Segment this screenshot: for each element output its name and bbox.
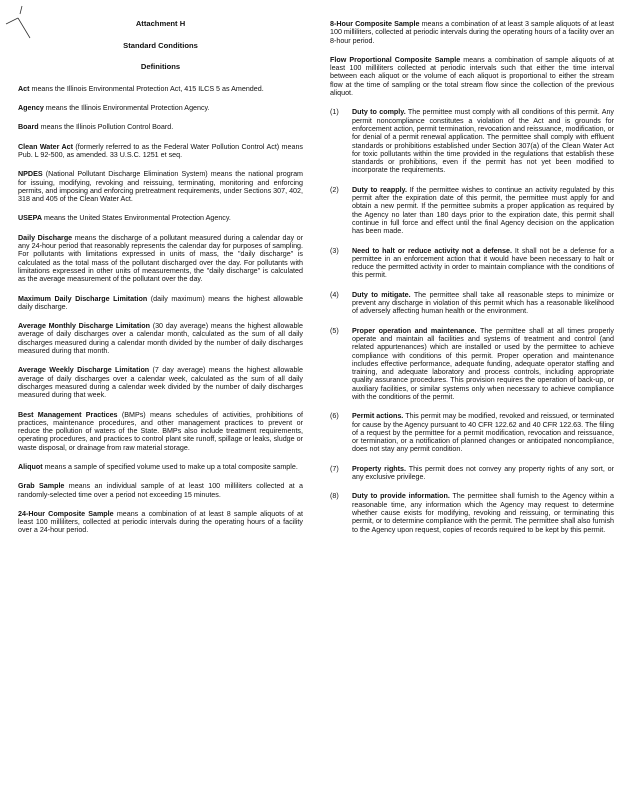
condition-body (352, 465, 614, 482)
standard-conditions-heading: Standard Conditions (123, 40, 198, 50)
condition-body (352, 291, 614, 316)
definition-text: (National Pollutant Discharge Elimination System) means the national program for issuing, modifying, revoking and reissuing, terminating, monitoring and enforcing permits, and imposing and enforcing pretreatment requirements, under Sections 307, 402, 318 and 405 of the Clean Water Act. (18, 170, 303, 204)
condition-body (352, 327, 614, 402)
definition-term: Maximum Daily Discharge Limitation (18, 294, 148, 303)
definition-term: Average Monthly Discharge Limitation (18, 322, 150, 331)
condition-text: The permittee shall take all reasonable steps to minimize or prevent any discharge in violation of this permit which has a reasonable likelihood of adversely affecting human health or the environment. (352, 290, 615, 316)
definition-term: Grab Sample (18, 482, 65, 491)
condition-text: If the permittee wishes to continue an activity regulated by this permit after the expiration date of this permit, the permittee must apply for and obtain a new permit. If the permittee submits a proper application as required by the Agency no later than 180 days prior to the expiration date, this permit shall continue in full force and effect until the final Agency decision on the application has been made. (352, 185, 614, 236)
condition-number: (7) (330, 464, 339, 473)
condition-title: Duty to mitigate. (352, 290, 411, 299)
condition-duty-to-reapply (330, 186, 614, 236)
definition-text: means the discharge of a pollutant measured during a calendar day or any 24-hour period that reasonably represents the calendar day for purposes of sampling. For pollutants with limitations expressed in units of mass, the "daily discharge" is calculated as the total mass of the pollutant discharged over the day. For pollutants with limitations expressed in other units of measurements, the "daily discharge" is calculated as the average measurement of the pollutant over the day. (18, 233, 303, 284)
left-column (18, 20, 303, 546)
definition-text: means a combination of sample aliquots of at least 100 milliliters collected at periodic intervals such that either the time interval between each aliquot or the volume of each aliquot is proportional to either the stream flow at the time of sampling or the total stream flow since the collection of the previous aliquot. (330, 55, 614, 98)
definition-best-management-practices (18, 411, 303, 452)
definition-term: Agency (18, 104, 44, 113)
condition-body (352, 247, 614, 280)
condition-duty-to-comply (330, 108, 614, 174)
definition-term: Best Management Practices (18, 410, 118, 419)
definition-text: means the Illinois Environmental Protection Agency. (43, 104, 210, 113)
definitions-heading: Definitions (140, 62, 181, 72)
condition-property-rights (330, 465, 614, 482)
definition-24-hour-composite-sample (18, 510, 303, 535)
condition-title: Duty to provide information. (352, 492, 450, 501)
right-column (330, 20, 614, 545)
condition-text: This permit may be modified, revoked and reissued, or terminated for cause by the Agency pursuant to 40 CFR 122.62 and 40 CFR 122.63. The filing of a request by the permittee for a permit modification, revocation and reissuance, or termination, or a notification of planned changes or anticipated noncompliance, does not stay any permit condition. (352, 412, 614, 454)
definition-aliquot (18, 463, 303, 471)
definition-maximum-daily-discharge (18, 295, 303, 312)
condition-title: Duty to comply. (352, 108, 406, 117)
condition-body (352, 412, 614, 453)
definition-term: Daily Discharge (18, 233, 73, 242)
condition-number: (3) (330, 246, 339, 255)
condition-operation-maintenance (330, 327, 614, 402)
definition-average-weekly-discharge (18, 366, 303, 399)
definition-board (18, 123, 303, 131)
condition-duty-to-provide-information (330, 492, 614, 533)
condition-text: It shall not be a defense for a permittee in an enforcement action that it would have been necessary to halt or reduce the permitted activity in order to maintain compliance with the conditions of this permit. (352, 246, 614, 280)
condition-number: (8) (330, 492, 339, 501)
condition-body (352, 108, 614, 174)
condition-title: Permit actions. (352, 412, 404, 421)
condition-body (352, 492, 614, 533)
definition-text: means the Illinois Pollution Control Board. (38, 123, 174, 132)
definition-8-hour-composite-sample (330, 20, 614, 45)
definition-term: USEPA (18, 214, 43, 223)
definition-text: (BMPs) means schedules of activities, prohibitions of practices, maintenance procedures, and other management practices to prevent or reduce the pollution of waters of the State. BMPs also include treatment requirements, operating procedures, and practices to control plant site runoff, spillage or leaks, sludge or waste disposal, or drainage from raw material storage. (18, 410, 303, 452)
definition-text: means an individual sample of at least 100 milliliters collected at a randomly-selected time over a period not exceeding 15 minutes. (18, 482, 303, 499)
condition-permit-actions (330, 412, 614, 453)
definition-text: means a sample of specified volume used to make up a total composite sample. (42, 462, 298, 471)
definition-term: Clean Water Act (18, 142, 74, 151)
definition-term: Flow Proportional Composite Sample (330, 55, 461, 64)
definition-text: means the United States Environmental Protection Agency. (42, 214, 231, 223)
definition-usepa (18, 214, 303, 222)
condition-not-a-defense (330, 247, 614, 280)
definition-npdes (18, 170, 303, 203)
definition-average-monthly-discharge (18, 322, 303, 355)
condition-number: (4) (330, 290, 339, 299)
definition-text: means a combination of at least 3 sample aliquots of at least 100 milliliters, collected at periodic intervals during the operating hours of a facility over an 8-hour period. (330, 20, 614, 45)
condition-duty-to-mitigate (330, 291, 614, 316)
condition-number: (1) (330, 108, 339, 117)
definition-term: 24-Hour Composite Sample (18, 509, 114, 518)
condition-number: (5) (330, 326, 339, 335)
definition-term: Aliquot (18, 462, 43, 471)
definition-act (18, 85, 303, 93)
definition-text: (30 day average) means the highest allowable average of daily discharges over a calendar month, calculated as the sum of all daily discharges measured during a calendar month divided by the number of daily discharges measured during that month. (18, 322, 303, 356)
definition-text: (daily maximum) means the highest allowable daily discharge. (18, 294, 303, 311)
definition-clean-water-act (18, 143, 303, 160)
definition-daily-discharge (18, 234, 303, 284)
definition-agency (18, 104, 303, 112)
definition-text: (7 day average) means the highest allowable average of daily discharges over a calendar week, calculated as the sum of all daily discharges measured during a calendar week divided by the number of daily discharges measured during that week. (18, 366, 303, 400)
definition-term: Act (18, 84, 30, 93)
definition-term: NPDES (18, 170, 43, 179)
condition-title: Duty to reapply. (352, 185, 407, 194)
definition-text: (formerly referred to as the Federal Water Pollution Control Act) means Pub. L 92-500, as amended. 33 U.S.C. 1251 et seq. (18, 142, 303, 159)
definition-text: means a combination of at least 8 sample aliquots of at least 100 milliliters, collected at periodic intervals during the operating hours of a facility over a 24-hour period. (18, 509, 303, 535)
condition-text: The permittee shall furnish to the Agency within a reasonable time, any information which the Agency may request to determine whether cause exists for modifying, revoking and reissuing, or terminating this permit, or to determine compliance with the permit. The permittee shall also furnish to the Agency upon request, copies of records required to be kept by this permit. (352, 492, 614, 534)
condition-text: The permittee shall at all times properly operate and maintain all facilities and systems of treatment and control (and related appurtenances) which are installed or used by the permittee to achieve compliance with conditions of this permit. Proper operation and maintenance includes effective performance, adequate funding, adequate operator staffing and training, and adequate laboratory and process controls, including appropriate quality assurance procedures. This provision requires the operation of back-up, or auxiliary facilities, or similar systems only when necessary to achieve compliance with the conditions of the permit. (352, 326, 614, 401)
definition-term: 8-Hour Composite Sample (330, 20, 420, 28)
condition-title: Proper operation and maintenance. (352, 326, 477, 335)
condition-text: The permittee must comply with all conditions of this permit. Any permit noncompliance constitutes a violation of the Act and is grounds for enforcement action, permit termination, revocation and reissuance, modification, or for denial of a permit renewal application. The permittee shall comply with effluent standards or prohibitions established under Section 307(a) of the Clean Water Act for toxic pollutants within the time provided in the regulations that establish these standards or prohibitions, even if the permit has not yet been modified to incorporate the requirements. (352, 108, 615, 175)
condition-text: This permit does not convey any property rights of any sort, or any exclusive privilege. (352, 464, 614, 482)
definition-grab-sample (18, 482, 303, 499)
definition-term: Board (18, 123, 39, 132)
condition-number: (6) (330, 412, 339, 421)
attachment-title: Attachment H (135, 19, 186, 28)
definition-flow-proportional-composite-sample (330, 56, 614, 97)
condition-title: Need to halt or reduce activity not a defense. (352, 246, 512, 255)
definition-text: means the Illinois Environmental Protection Act, 415 ILCS 5 as Amended. (29, 84, 264, 93)
condition-number: (2) (330, 185, 339, 194)
condition-body (352, 186, 614, 236)
definition-term: Average Weekly Discharge Limitation (18, 366, 150, 375)
condition-title: Property rights. (352, 464, 407, 473)
